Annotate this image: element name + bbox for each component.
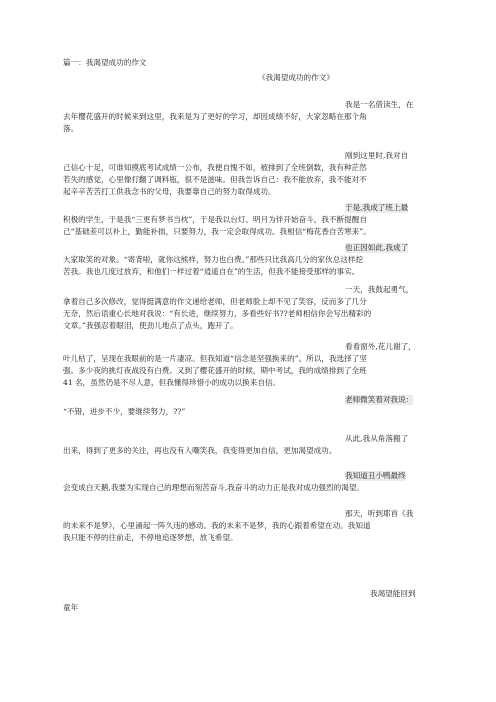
paragraph-5-line-3: 无奈，然后语重心长地对我说：“有长进，继续努力，多看些好书??老师相信你会写出精彩的 [63, 309, 372, 318]
paragraph-1-line-3: 落。 [63, 124, 79, 133]
paragraph-3-line-2: 积极的学生，于是我“三更有梦书当枕”，于是我以台灯、明月为伴开始奋斗，我不断提醒自 [63, 215, 367, 224]
paragraph-4-line-3: 苦我。我也几度过放弃，和他们一样过着“逍遥自在”的生活，但我不能接受那样的事实。 [63, 267, 360, 276]
paragraph-6-line-3: 强。多少夜的挑灯夜战没有白费。又到了樱花盛开的时候，期中考试，我的成绩排到了全班 [63, 366, 367, 375]
paragraph-6-line-2: 叶儿枯了，呈现在我眼前的是一片凄凉。但我知道“信念是坚强换来的”。所以，我选择了坚 [63, 354, 367, 363]
paragraph-10-line-3: 我只能不停的往前走，不停地追逐梦想，放飞希望。 [63, 533, 238, 542]
paragraph-10-line-2: 的未来不是梦》，心里涌起一阵久违的感动。我的未来不是梦，我的心跟着希望在动。我知道 [63, 521, 371, 530]
paragraph-2-line-3: 若失的感觉，心里像打翻了调料瓶，很不是滋味。但我告诉自己：我不能放弃，我不能对不 [63, 175, 367, 184]
paragraph-8-line-2: 出来，得到了更多的关注，再也没有人嘲笑我，我变得更加自信，更加渴望成功。 [63, 446, 337, 455]
paragraph-1-line-1: 我是一名借读生，在 [345, 100, 414, 109]
paragraph-7-line-1: 老师微笑着对我说： [345, 395, 414, 404]
paragraph-1-line-2: 去年樱花盛开的时候来到这里，我来是为了更好的学习，却因成绩不好，大家忽略在那个角 [63, 112, 367, 121]
paragraph-8-line-1: 从此,我从角落搬了 [345, 434, 409, 443]
paragraph-2-line-1: 刚到这里时,我对自 [345, 151, 409, 160]
paragraph-11-line-1: 我渴望能回到 [370, 589, 416, 598]
paragraph-6-line-1: 看看窗外,花儿谢了， [345, 342, 416, 351]
paragraph-11-line-2: 童年 [63, 603, 79, 612]
paragraph-5-line-4: 文章。”我强忍着眼泪，使劲儿地点了点头，跑开了。 [63, 321, 238, 330]
paragraph-9-line-1: 我知道丑小鸭最终 [345, 471, 406, 480]
paragraph-4-line-1: 也正因如此,我成了 [345, 243, 409, 252]
section-heading: 篇一：我渴望成功的作文 [63, 58, 147, 67]
paragraph-5-line-1: 一天，我鼓起勇气， [345, 285, 414, 294]
paragraph-7-line-2: “不错，进步不少，要继续努力，??” [63, 407, 186, 416]
document-title: 《我渴望成功的作文》 [258, 73, 334, 82]
paragraph-9-line-2: 会变成白天鹅,我要为实现自己的理想而刻苦奋斗,我奋斗的动力正是我对成功强烈的渴望。 [63, 483, 364, 492]
paragraph-3-line-1: 于是,我成了班上最 [345, 203, 409, 212]
paragraph-2-line-2: 己信心十足，可谁知摸底考试成绩一公布，我便自愧不如，被排到了全班倒数，我有种茫然 [63, 163, 367, 172]
paragraph-2-line-4: 起辛辛苦苦打工供我念书的父母，我要靠自己的努力取得成功。 [63, 187, 276, 196]
paragraph-10-line-1: 那天，听到耶首《我 [345, 509, 414, 518]
paragraph-4-line-2: 大家取笑的对象。“寄背啦，就你这熊样，努力也白费。”那些只比我高几分的家伙总这样挖 [63, 255, 364, 264]
paragraph-6-line-4: 41 名，虽然仍是不尽人意，但我懂得珍惜小的成功以换来自信。 [63, 378, 281, 387]
paragraph-3-line-3: 己“基础差可以补上，勤能补拙，只要努力，我一定会取得成功。我相信“梅花香自苦寒来”。 [63, 227, 371, 236]
paragraph-5-line-2: 拿着自己多次修改，觉得挺满意的作文递给老师，但老师脸上却不见了笑容，反而多了几分 [63, 297, 367, 306]
